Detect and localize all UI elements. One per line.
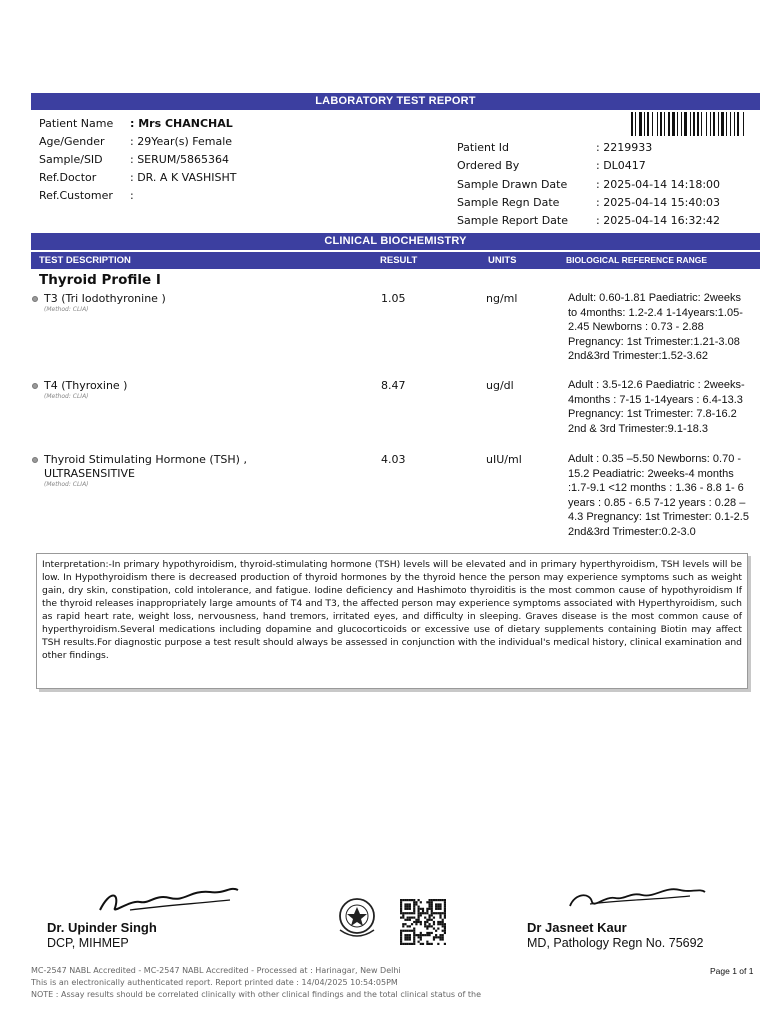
test-unit: ug/dl	[486, 379, 514, 392]
patient-id-value: : 2219933	[596, 141, 653, 154]
test-reference-range: Adult : 3.5-12.6 Paediatric : 2weeks-4months : 7-15 1-14years : 6.4-13.3 Pregnancy: 1st Trimester: 7.8-16.2 2nd & 3rd Trimester:9.1-18.3	[568, 379, 745, 435]
profile-title: Thyroid Profile I	[39, 272, 161, 288]
interpretation-box	[36, 553, 748, 689]
patient-name-value: : Mrs CHANCHAL	[130, 117, 233, 130]
report-title: LABORATORY TEST REPORT	[315, 95, 476, 107]
qr-code-icon	[399, 899, 447, 945]
test-reference-range: Adult: 0.60-1.81 Paediatric: 2weeks to 4months: 1.2-2.4 1-14years:1.05-2.45 Newborns : 0.73 - 2.88 Pregnancy: 1st Trimester:1.21-3.08 2nd&3rd Trimester:1.52-3.62	[568, 292, 743, 363]
test-result: 8.47	[381, 379, 406, 392]
sample-sid-label: Sample/SID	[39, 153, 103, 166]
section-title: CLINICAL BIOCHEMISTRY	[324, 235, 467, 247]
sample-report-label: Sample Report Date	[457, 214, 568, 227]
test-name: T4 (Thyroxine )	[44, 379, 128, 392]
column-header-row	[31, 252, 760, 269]
signature-icon	[60, 880, 270, 920]
test-method: (Method: CLIA)	[44, 306, 89, 313]
signature-icon	[530, 878, 730, 918]
interpretation-text: Interpretation:-In primary hypothyroidism, thyroid-stimulating hormone (TSH) levels will be elevated and in primary hyperthyroidism, TSH levels will be low. In Hypothyroidism there is decreased production of thyroid hormones by the thyroid hence the person may experience symptoms such as weight gain, dry skin, constipation, cold intolerance, and fatigue. Iodine deficiency and Hashimoto thyroiditis is the most common cause of hypothyroidism If the thyroid releases inappropriately large amounts of T4 and T3, the affected person may experience symptoms associated with Hyperthyroidism, such as rapid heart rate, weight loss, nervousness, hand tremors, irritated eyes, and difficulty in sleeping. Graves disease is the most common cause of hyperthyroidism.Several medications including dopamine and glucocorticoids or excessive use of dietary supplements containing Biotin may affect TSH results.For diagnostic purpose a test result should always be assessed in conjunction with the individual's medical history, clinical examination and other findings.	[42, 559, 742, 661]
col-units: UNITS	[488, 255, 517, 266]
ordered-by-label: Ordered By	[457, 159, 520, 172]
test-name: Thyroid Stimulating Hormone (TSH) , ULTRASENSITIVE	[44, 453, 247, 480]
test-unit: ng/ml	[486, 292, 518, 305]
sample-regn-label: Sample Regn Date	[457, 196, 560, 209]
col-test-description: TEST DESCRIPTION	[39, 255, 131, 266]
col-result: RESULT	[380, 255, 418, 266]
barcode-icon	[631, 112, 759, 136]
footer-authentication: This is an electronically authenticated report. Report printed date : 14/04/2025 10:54:05PM	[31, 978, 398, 987]
seal-icon	[332, 896, 382, 942]
ref-customer-value: :	[130, 189, 134, 202]
test-reference-range: Adult : 0.35 –5.50 Newborns: 0.70 - 15.2 Peadiatric: 2weeks-4 months :1.7-9.1 <12 months : 1.36 - 8.8 1- 6 years : 0.85 - 6.5 7-12 years : 0.28 – 4.3 Pregnancy: 1st Trimester: 0.1-2.5 2nd&3rd Trimester:0.2-3.0	[568, 453, 749, 538]
ordered-by-value: : DL0417	[596, 159, 646, 172]
test-name: T3 (Tri Iodothyronine )	[44, 292, 166, 305]
test-method: (Method: CLIA)	[44, 481, 89, 488]
left-signatory-designation: DCP, MIHMEP	[47, 936, 129, 950]
age-gender-label: Age/Gender	[39, 135, 105, 148]
patient-id-label: Patient Id	[457, 141, 510, 154]
test-result: 1.05	[381, 292, 406, 305]
right-signatory-designation: MD, Pathology Regn No. 75692	[527, 936, 704, 950]
test-result: 4.03	[381, 453, 406, 466]
patient-name-label: Patient Name	[39, 117, 114, 130]
page-number: Page 1 of 1	[710, 966, 754, 976]
right-signatory-name: Dr Jasneet Kaur	[527, 920, 627, 935]
age-gender-value: : 29Year(s) Female	[130, 135, 233, 148]
test-unit: uIU/ml	[486, 453, 522, 466]
report-title-bar	[31, 93, 760, 110]
bullet-icon	[32, 383, 38, 389]
sample-drawn-label: Sample Drawn Date	[457, 178, 568, 191]
sample-report-value: : 2025-04-14 16:32:42	[596, 214, 721, 227]
sample-sid-value: : SERUM/5865364	[130, 153, 230, 166]
section-bar	[31, 233, 760, 250]
sample-regn-value: : 2025-04-14 15:40:03	[596, 196, 721, 209]
sample-drawn-value: : 2025-04-14 14:18:00	[596, 178, 721, 191]
ref-doctor-value: : DR. A K VASHISHT	[130, 171, 237, 184]
footer-accreditation: MC-2547 NABL Accredited - MC-2547 NABL Accredited - Processed at : Harinagar, New Delhi	[31, 966, 401, 975]
left-signatory-name: Dr. Upinder Singh	[47, 920, 157, 935]
bullet-icon	[32, 296, 38, 302]
bullet-icon	[32, 457, 38, 463]
ref-customer-label: Ref.Customer	[39, 189, 113, 202]
footer-note: NOTE : Assay results should be correlated clinically with other clinical findings and the total clinical status of the	[31, 990, 482, 999]
col-reference-range: BIOLOGICAL REFERENCE RANGE	[566, 255, 708, 265]
test-method: (Method: CLIA)	[44, 393, 89, 400]
ref-doctor-label: Ref.Doctor	[39, 171, 97, 184]
